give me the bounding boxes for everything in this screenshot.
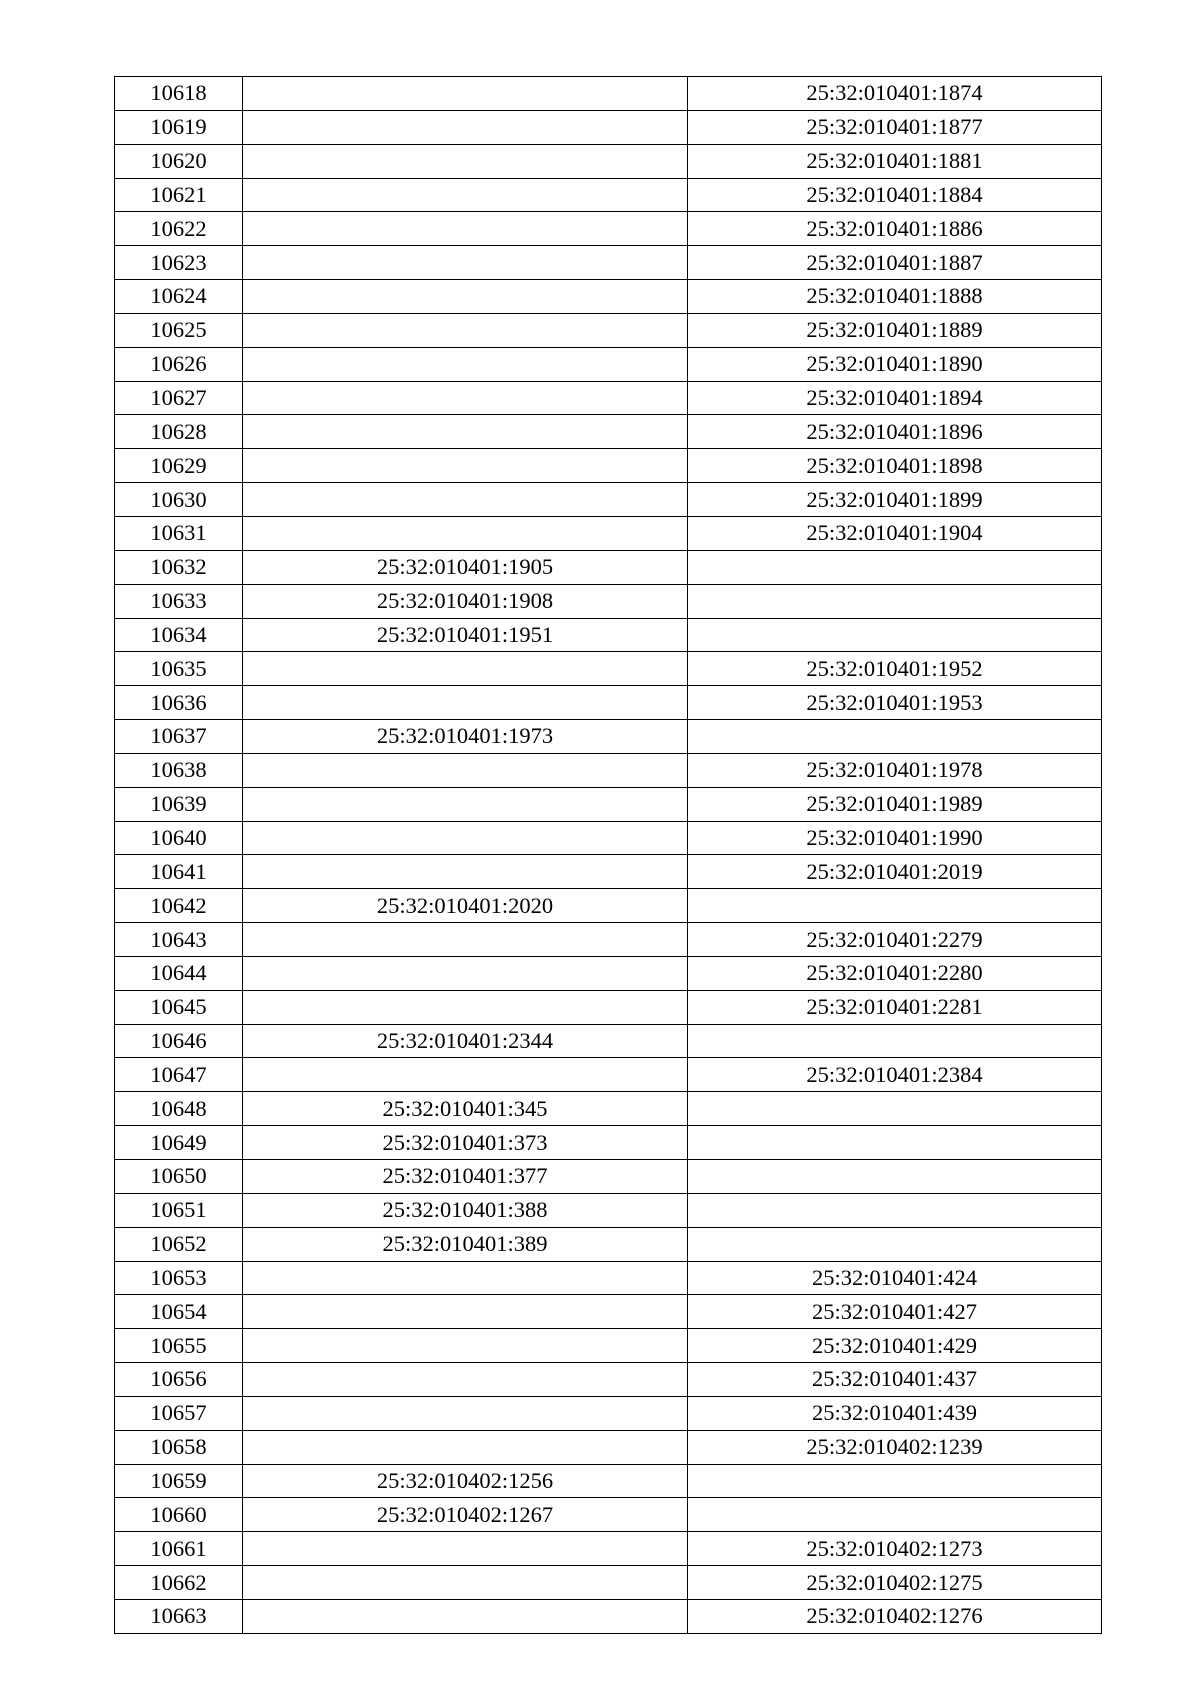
cadastral-number-cell-a: 25:32:010401:345 (243, 1092, 688, 1126)
table-row (115, 889, 1102, 923)
cadastral-number-cell-b: 25:32:010401:2019 (688, 855, 1102, 889)
table-row (115, 1532, 1102, 1566)
cadastral-number-cell-b: 25:32:010401:439 (688, 1396, 1102, 1430)
cadastral-number-cell-a: 25:32:010401:389 (243, 1227, 688, 1261)
row-number-cell: 10629 (115, 449, 243, 483)
table-row (115, 990, 1102, 1024)
cadastral-number-cell-a: 25:32:010401:1908 (243, 584, 688, 618)
row-number-cell: 10631 (115, 516, 243, 550)
table-row (115, 787, 1102, 821)
row-number-cell: 10662 (115, 1566, 243, 1600)
cadastral-number-cell-a (243, 1295, 688, 1329)
cadastral-number-cell-b (688, 889, 1102, 923)
cadastral-number-cell-b: 25:32:010401:1890 (688, 347, 1102, 381)
cadastral-number-cell-b: 25:32:010401:1874 (688, 77, 1102, 111)
cadastral-number-cell-a (243, 652, 688, 686)
row-number-cell: 10618 (115, 77, 243, 111)
table-row (115, 1092, 1102, 1126)
row-number-cell: 10632 (115, 550, 243, 584)
cadastral-number-cell-a (243, 449, 688, 483)
cadastral-number-cell-a (243, 516, 688, 550)
row-number-cell: 10627 (115, 381, 243, 415)
cadastral-number-cell-a (243, 1058, 688, 1092)
row-number-cell: 10625 (115, 313, 243, 347)
cadastral-number-cell-a (243, 1261, 688, 1295)
cadastral-number-cell-a (243, 77, 688, 111)
cadastral-number-cell-b (688, 1126, 1102, 1160)
cadastral-number-cell-a: 25:32:010401:2344 (243, 1024, 688, 1058)
cadastral-number-cell-b: 25:32:010401:427 (688, 1295, 1102, 1329)
cadastral-number-cell-a (243, 787, 688, 821)
table-row (115, 1227, 1102, 1261)
table-row (115, 77, 1102, 111)
table-row (115, 1261, 1102, 1295)
table-row (115, 1295, 1102, 1329)
cadastral-number-cell-b: 25:32:010401:1886 (688, 212, 1102, 246)
row-number-cell: 10659 (115, 1464, 243, 1498)
cadastral-number-cell-b (688, 1160, 1102, 1194)
table-row (115, 1396, 1102, 1430)
cadastral-number-cell-b: 25:32:010401:429 (688, 1329, 1102, 1363)
row-number-cell: 10653 (115, 1261, 243, 1295)
table-row (115, 483, 1102, 517)
table-row (115, 753, 1102, 787)
cadastral-number-cell-a (243, 990, 688, 1024)
row-number-cell: 10663 (115, 1599, 243, 1633)
table-row (115, 212, 1102, 246)
cadastral-number-cell-b: 25:32:010401:1896 (688, 415, 1102, 449)
cadastral-number-cell-b: 25:32:010401:1884 (688, 178, 1102, 212)
cadastral-number-cell-b: 25:32:010402:1239 (688, 1430, 1102, 1464)
table-row (115, 313, 1102, 347)
row-number-cell: 10643 (115, 923, 243, 957)
cadastral-number-cell-a: 25:32:010401:388 (243, 1193, 688, 1227)
cadastral-number-cell-a (243, 1599, 688, 1633)
table-row (115, 449, 1102, 483)
table-row (115, 1464, 1102, 1498)
row-number-cell: 10651 (115, 1193, 243, 1227)
cadastral-number-cell-a (243, 483, 688, 517)
cadastral-number-cell-b: 25:32:010401:1877 (688, 110, 1102, 144)
table-row (115, 720, 1102, 754)
cadastral-number-cell-a: 25:32:010401:373 (243, 1126, 688, 1160)
table-row (115, 821, 1102, 855)
table-row (115, 178, 1102, 212)
cadastral-number-cell-a (243, 1396, 688, 1430)
table-body (115, 77, 1102, 1634)
row-number-cell: 10624 (115, 280, 243, 314)
table-row (115, 1363, 1102, 1397)
cadastral-number-cell-b: 25:32:010401:1978 (688, 753, 1102, 787)
table-row (115, 381, 1102, 415)
cadastral-number-cell-a: 25:32:010402:1256 (243, 1464, 688, 1498)
table-row (115, 415, 1102, 449)
cadastral-number-cell-a (243, 246, 688, 280)
cadastral-number-cell-a (243, 144, 688, 178)
cadastral-number-cell-b: 25:32:010401:1898 (688, 449, 1102, 483)
cadastral-number-cell-a (243, 110, 688, 144)
cadastral-number-cell-a (243, 855, 688, 889)
cadastral-number-cell-b (688, 1092, 1102, 1126)
cadastral-number-cell-b: 25:32:010401:1888 (688, 280, 1102, 314)
cadastral-number-cell-b: 25:32:010402:1275 (688, 1566, 1102, 1600)
cadastral-number-cell-b (688, 618, 1102, 652)
row-number-cell: 10619 (115, 110, 243, 144)
table-row (115, 1058, 1102, 1092)
cadastral-number-cell-a: 25:32:010401:1905 (243, 550, 688, 584)
cadastral-number-cell-a (243, 1532, 688, 1566)
table-row (115, 1498, 1102, 1532)
cadastral-number-cell-b (688, 1024, 1102, 1058)
table-row (115, 1160, 1102, 1194)
row-number-cell: 10649 (115, 1126, 243, 1160)
cadastral-number-cell-a (243, 313, 688, 347)
cadastral-number-cell-a (243, 1329, 688, 1363)
cadastral-number-cell-b: 25:32:010401:1990 (688, 821, 1102, 855)
cadastral-number-cell-b (688, 584, 1102, 618)
table-row (115, 246, 1102, 280)
cadastral-number-cell-a (243, 821, 688, 855)
cadastral-number-cell-a (243, 280, 688, 314)
cadastral-number-cell-b: 25:32:010402:1276 (688, 1599, 1102, 1633)
cadastral-number-cell-b: 25:32:010402:1273 (688, 1532, 1102, 1566)
row-number-cell: 10630 (115, 483, 243, 517)
row-number-cell: 10656 (115, 1363, 243, 1397)
cadastral-number-cell-a: 25:32:010401:377 (243, 1160, 688, 1194)
cadastral-number-table (114, 76, 1102, 1634)
row-number-cell: 10646 (115, 1024, 243, 1058)
cadastral-number-cell-b: 25:32:010401:1889 (688, 313, 1102, 347)
table-row (115, 1024, 1102, 1058)
row-number-cell: 10628 (115, 415, 243, 449)
cadastral-number-cell-a (243, 1363, 688, 1397)
cadastral-number-cell-a (243, 178, 688, 212)
cadastral-number-cell-b: 25:32:010401:1952 (688, 652, 1102, 686)
cadastral-number-cell-b: 25:32:010401:2280 (688, 956, 1102, 990)
table-row (115, 1126, 1102, 1160)
table-row (115, 144, 1102, 178)
cadastral-number-cell-b: 25:32:010401:2279 (688, 923, 1102, 957)
cadastral-number-cell-b: 25:32:010401:437 (688, 1363, 1102, 1397)
cadastral-number-cell-a: 25:32:010401:2020 (243, 889, 688, 923)
row-number-cell: 10660 (115, 1498, 243, 1532)
table-row (115, 652, 1102, 686)
table-row (115, 584, 1102, 618)
row-number-cell: 10657 (115, 1396, 243, 1430)
cadastral-number-cell-a (243, 956, 688, 990)
row-number-cell: 10655 (115, 1329, 243, 1363)
row-number-cell: 10644 (115, 956, 243, 990)
row-number-cell: 10620 (115, 144, 243, 178)
cadastral-number-cell-a (243, 415, 688, 449)
table-row (115, 956, 1102, 990)
row-number-cell: 10633 (115, 584, 243, 618)
cadastral-number-cell-b: 25:32:010401:1899 (688, 483, 1102, 517)
table-row (115, 1430, 1102, 1464)
cadastral-number-cell-a (243, 753, 688, 787)
cadastral-number-cell-b: 25:32:010401:1894 (688, 381, 1102, 415)
table-row (115, 516, 1102, 550)
row-number-cell: 10641 (115, 855, 243, 889)
table-row (115, 855, 1102, 889)
table-row (115, 1329, 1102, 1363)
row-number-cell: 10637 (115, 720, 243, 754)
cadastral-number-cell-b: 25:32:010401:2281 (688, 990, 1102, 1024)
cadastral-number-cell-a: 25:32:010402:1267 (243, 1498, 688, 1532)
row-number-cell: 10638 (115, 753, 243, 787)
cadastral-number-cell-b: 25:32:010401:1989 (688, 787, 1102, 821)
table-row (115, 280, 1102, 314)
cadastral-number-cell-a (243, 1566, 688, 1600)
row-number-cell: 10635 (115, 652, 243, 686)
row-number-cell: 10648 (115, 1092, 243, 1126)
row-number-cell: 10658 (115, 1430, 243, 1464)
cadastral-number-cell-b (688, 1498, 1102, 1532)
table-row (115, 618, 1102, 652)
table-row (115, 1193, 1102, 1227)
row-number-cell: 10623 (115, 246, 243, 280)
row-number-cell: 10634 (115, 618, 243, 652)
cadastral-number-cell-b (688, 1227, 1102, 1261)
cadastral-number-cell-a (243, 212, 688, 246)
row-number-cell: 10626 (115, 347, 243, 381)
row-number-cell: 10621 (115, 178, 243, 212)
cadastral-number-cell-b: 25:32:010401:1904 (688, 516, 1102, 550)
cadastral-number-cell-b: 25:32:010401:1887 (688, 246, 1102, 280)
cadastral-number-cell-a (243, 381, 688, 415)
row-number-cell: 10647 (115, 1058, 243, 1092)
cadastral-number-cell-b (688, 1464, 1102, 1498)
row-number-cell: 10636 (115, 686, 243, 720)
table-row (115, 1566, 1102, 1600)
cadastral-number-cell-b: 25:32:010401:2384 (688, 1058, 1102, 1092)
cadastral-number-cell-b (688, 550, 1102, 584)
row-number-cell: 10622 (115, 212, 243, 246)
cadastral-number-cell-a (243, 686, 688, 720)
row-number-cell: 10654 (115, 1295, 243, 1329)
cadastral-number-cell-a (243, 347, 688, 381)
cadastral-number-cell-b: 25:32:010401:424 (688, 1261, 1102, 1295)
row-number-cell: 10652 (115, 1227, 243, 1261)
cadastral-number-cell-b: 25:32:010401:1881 (688, 144, 1102, 178)
table-row (115, 923, 1102, 957)
table-row (115, 1599, 1102, 1633)
table-row (115, 110, 1102, 144)
table-row (115, 686, 1102, 720)
row-number-cell: 10650 (115, 1160, 243, 1194)
cadastral-number-cell-a (243, 1430, 688, 1464)
row-number-cell: 10640 (115, 821, 243, 855)
table-row (115, 550, 1102, 584)
cadastral-number-cell-b (688, 720, 1102, 754)
table-row (115, 347, 1102, 381)
row-number-cell: 10645 (115, 990, 243, 1024)
cadastral-number-cell-a: 25:32:010401:1973 (243, 720, 688, 754)
row-number-cell: 10639 (115, 787, 243, 821)
row-number-cell: 10642 (115, 889, 243, 923)
cadastral-number-cell-a: 25:32:010401:1951 (243, 618, 688, 652)
row-number-cell: 10661 (115, 1532, 243, 1566)
cadastral-number-cell-a (243, 923, 688, 957)
cadastral-number-cell-b: 25:32:010401:1953 (688, 686, 1102, 720)
cadastral-number-cell-b (688, 1193, 1102, 1227)
